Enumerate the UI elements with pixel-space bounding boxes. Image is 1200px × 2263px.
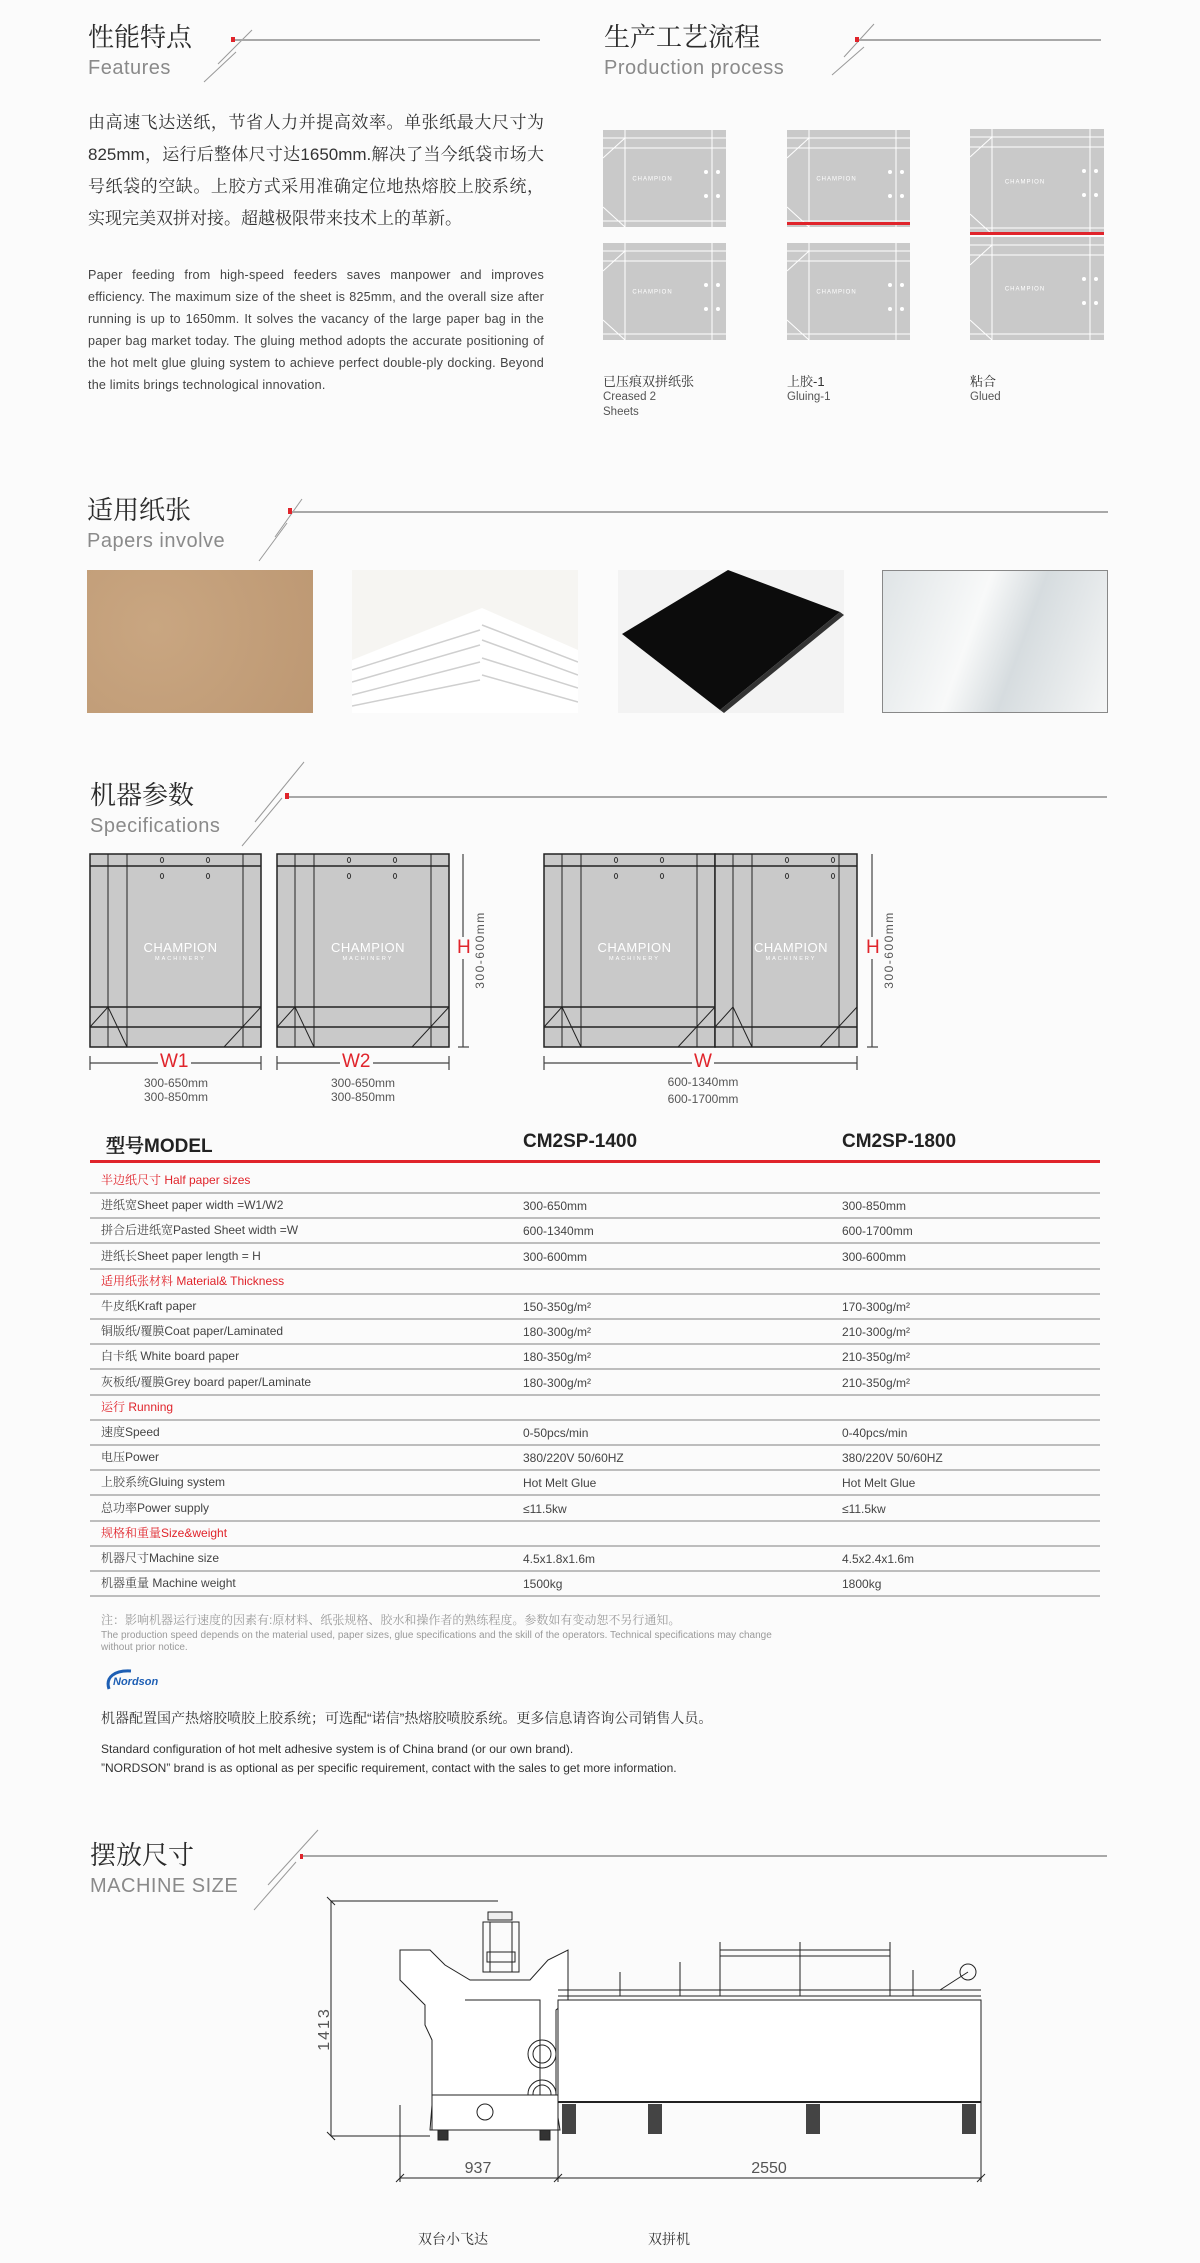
punch-hole [888, 283, 892, 287]
table-section-row [90, 1268, 1100, 1295]
process-sheet [970, 129, 1104, 234]
punch-hole [716, 170, 720, 174]
sheet-brand: CHAMPION [1004, 179, 1046, 186]
papers-header [87, 495, 1187, 565]
row-value: 1800kg [842, 1577, 882, 1592]
section-title: 运行 Running [101, 1399, 174, 1414]
bag-panel [90, 854, 261, 1047]
panel-brand: CHAMPION [753, 940, 829, 955]
process-sheet [970, 237, 1104, 340]
w-range-1400: 600-1340mm [667, 1075, 739, 1089]
row-value: ≤11.5kw [523, 1501, 567, 1516]
row-value: 600-1700mm [842, 1224, 913, 1239]
feeder-length-dimension: 937 [464, 2160, 492, 2177]
row-value: 600-1340mm [523, 1224, 594, 1239]
row-value: 300-650mm [523, 1199, 588, 1214]
panel-brand-sub: MACHINERY [765, 956, 817, 962]
punch-hole [1082, 193, 1086, 197]
note-cn: 注：影响机器运行速度的因素有:原材料、纸张规格、胶水和操作者的熟练程度。参数如有变动恕不另行通知。 [101, 1613, 681, 1627]
panel-brand-sub: MACHINERY [609, 956, 660, 962]
row-value: 210-350g/m² [842, 1350, 911, 1365]
panel-brand: CHAMPION [143, 940, 218, 955]
paper-stack-illustration [352, 570, 578, 713]
table-section-row [90, 1520, 1100, 1547]
table-row [90, 1444, 1100, 1471]
step-label-cn: 已压痕双拼纸张 [603, 374, 695, 389]
config-en-1: Standard configuration of hot melt adhesive system is of China brand (or our own brand). [101, 1742, 574, 1756]
features-title-en: Features [88, 57, 171, 79]
punch-hole [704, 307, 708, 311]
panel-brand: CHAMPION [597, 940, 672, 955]
punch-hole [888, 307, 892, 311]
bag-panel [544, 854, 715, 1047]
row-label: 机器重量 Machine weight [101, 1576, 236, 1591]
w2-range-1800: 300-850mm [330, 1090, 396, 1104]
machine-size-title-en: MACHINE SIZE [90, 1875, 239, 1897]
table-row [90, 1243, 1100, 1270]
h-label: H [866, 937, 880, 958]
height-dimension: 1413 [316, 2007, 333, 2051]
punch-hole [1094, 301, 1098, 305]
process-sheet [787, 243, 910, 340]
row-value: 300-850mm [842, 1199, 907, 1214]
row-value: 170-300g/m² [842, 1300, 911, 1314]
punch-hole [704, 170, 708, 174]
table-header-model: 型号MODEL [106, 1136, 213, 1157]
process-sheet [603, 130, 726, 227]
table-row [90, 1318, 1100, 1345]
row-label: 速度Speed [101, 1425, 160, 1439]
row-value: 0-50pcs/min [523, 1426, 589, 1440]
section-title: 规格和重量Size&weight [101, 1525, 228, 1540]
h-range-label: 300-600mm [473, 911, 487, 989]
bag-panel [715, 854, 857, 1047]
features-title-cn: 性能特点 [88, 22, 193, 52]
row-label: 灰板纸/覆膜Grey board paper/Laminate [101, 1374, 312, 1389]
row-value: Hot Melt Glue [523, 1476, 597, 1491]
section-title: 适用纸张材料 Material& Thickness [101, 1273, 285, 1288]
punch-hole [1094, 169, 1098, 173]
row-value: 180-300g/m² [523, 1375, 592, 1390]
nordson-logo [101, 1667, 161, 1691]
w-label: W [694, 1051, 712, 1072]
row-value: 4.5x2.4x1.6m [842, 1552, 915, 1566]
config-en-2: ”NORDSON” brand is as optional as per specific requirement, contact with the sales to get more information. [101, 1761, 677, 1775]
kraft-paper-image [87, 570, 313, 713]
process-header [604, 22, 1200, 92]
w1-range-1400: 300-650mm [143, 1076, 209, 1090]
sheet-brand: CHAMPION [1004, 286, 1046, 293]
papers-title-cn: 适用纸张 [87, 495, 192, 525]
row-label: 机器尺寸Machine size [101, 1551, 220, 1565]
panel-brand-sub: MACHINERY [155, 956, 206, 962]
panel-brand: CHAMPION [330, 940, 406, 955]
sheet-brand: CHAMPION [632, 176, 673, 183]
process-title-cn: 生产工艺流程 [604, 22, 761, 52]
table-row [90, 1217, 1100, 1244]
row-label: 白卡纸 White board paper [101, 1349, 240, 1364]
w1-range-1800: 300-850mm [143, 1090, 209, 1104]
punch-hole [900, 283, 904, 287]
machine-size-title-cn: 摆放尺寸 [90, 1840, 195, 1870]
note-en-1: The production speed depends on the material used, paper sizes, glue specifications and the skill of the operators. Technical specifications may change [101, 1630, 772, 1641]
table-header-rule [90, 1160, 1100, 1163]
table-row [90, 1469, 1100, 1496]
main-length-dimension: 2550 [751, 2160, 787, 2177]
coated-paper-image [882, 570, 1108, 713]
row-value: 380/220V 50/60HZ [842, 1451, 943, 1466]
panel-brand-sub: MACHINERY [342, 956, 394, 962]
table-row [90, 1570, 1100, 1597]
row-value: 4.5x1.8x1.6m [523, 1552, 596, 1566]
row-label: 电压Power [101, 1450, 160, 1465]
row-label: 拼合后进纸宽Pasted Sheet width =W [101, 1223, 299, 1238]
section-title: 半边纸尺寸 Half paper sizes [101, 1173, 251, 1187]
feeder-label: 双台小飞达 [418, 2231, 488, 2247]
process-sheet [787, 130, 910, 227]
table-row [90, 1419, 1100, 1446]
punch-hole [1082, 301, 1086, 305]
step-label-en: Glued [970, 391, 1001, 403]
w1-range [126, 1076, 226, 1104]
sheet-brand: CHAMPION [816, 289, 857, 296]
header-divider-line [88, 22, 548, 92]
table-row [90, 1545, 1100, 1572]
punch-hole [888, 170, 892, 174]
punch-hole [900, 307, 904, 311]
glue-line [787, 222, 910, 225]
punch-hole [704, 283, 708, 287]
table-section-row [90, 1394, 1100, 1421]
w1-label: W1 [160, 1051, 189, 1072]
step-label-gluing [787, 374, 830, 405]
punch-hole [900, 194, 904, 198]
papers-title-en: Papers involve [87, 530, 226, 552]
step-label-creased [603, 374, 694, 420]
row-value: 1500kg [523, 1577, 563, 1592]
w2-label: W2 [342, 1051, 371, 1072]
process-diagram [600, 125, 1110, 350]
table-row [90, 1293, 1100, 1320]
nordson-logo-text: Nordson [113, 1676, 159, 1688]
row-label: 上胶系统Gluing system [101, 1475, 226, 1490]
sheet-brand: CHAMPION [816, 176, 857, 183]
machine-feet [562, 2104, 976, 2134]
w-range-1800: 600-1700mm [667, 1092, 739, 1106]
table-row [90, 1369, 1100, 1396]
header-divider-line [604, 22, 1104, 92]
specs-title-cn: 机器参数 [90, 780, 195, 810]
step-label-glued [970, 374, 1001, 405]
specs-title-en: Specifications [90, 815, 221, 837]
row-value: ≤11.5kw [842, 1501, 886, 1516]
table-row [90, 1495, 1100, 1522]
table-row [90, 1192, 1100, 1219]
table-header-cm2sp-1400: CM2SP-1400 [523, 1131, 638, 1152]
black-board-illustration [618, 570, 844, 713]
step-label-en: Creased 2 Sheets [603, 391, 657, 418]
row-value: 180-350g/m² [523, 1350, 592, 1365]
punch-hole [1094, 193, 1098, 197]
h-range-label: 300-600mm [882, 911, 896, 989]
w2-range [313, 1076, 413, 1104]
note-en-2: without prior notice. [101, 1642, 188, 1653]
sheet-brand: CHAMPION [632, 289, 673, 296]
process-sheet [603, 243, 726, 340]
row-label: 进纸长Sheet paper length = H [101, 1248, 261, 1263]
punch-hole [716, 283, 720, 287]
row-value: 210-300g/m² [842, 1325, 911, 1340]
table-row [90, 1343, 1100, 1370]
glue-line [970, 232, 1104, 235]
table-section-row [90, 1167, 1100, 1194]
black-board-image [618, 570, 844, 713]
row-value: 300-600mm [842, 1249, 907, 1264]
bag-panel [277, 854, 449, 1047]
row-label: 铜版纸/覆膜Coat paper/Laminated [101, 1324, 284, 1339]
step-label-en: Gluing-1 [787, 391, 831, 403]
row-label: 牛皮纸Kraft paper [101, 1299, 197, 1313]
punch-hole [716, 307, 720, 311]
header-divider-line [87, 495, 1117, 565]
row-value: 210-350g/m² [842, 1375, 911, 1390]
process-title-en: Production process [604, 57, 785, 79]
row-value: 380/220V 50/60HZ [523, 1451, 624, 1466]
w-range [653, 1074, 753, 1108]
punch-hole [704, 194, 708, 198]
step-label-cn: 上胶-1 [787, 374, 825, 389]
features-text-cn: 由高速飞达送纸，节省人力并提高效率。单张纸最大尺寸为825mm，运行后整体尺寸达1650mm.解决了当今纸袋市场大号纸袋的空缺。上胶方式采用准确定位地热熔胶上胶系统，实现完美双拼对接。超越极限带来技术上的革新。 [88, 113, 544, 228]
machine-drawing [0, 1890, 1200, 2200]
row-label: 总功率Power supply [101, 1500, 210, 1515]
table-header-cm2sp-1800: CM2SP-1800 [842, 1131, 957, 1152]
punch-hole [1094, 277, 1098, 281]
row-label: 进纸宽Sheet paper width =W1/W2 [101, 1198, 284, 1213]
step-label-cn: 粘合 [970, 374, 997, 389]
bag-size-diagram [0, 840, 1200, 1080]
punch-hole [716, 194, 720, 198]
row-value: 0-40pcs/min [842, 1426, 908, 1440]
row-value: 150-350g/m² [523, 1300, 592, 1314]
row-value: 180-300g/m² [523, 1325, 592, 1340]
punch-hole [1082, 169, 1086, 173]
punch-hole [1082, 277, 1086, 281]
punch-hole [900, 170, 904, 174]
punch-hole [888, 194, 892, 198]
w2-range-1400: 300-650mm [330, 1076, 396, 1090]
row-value: Hot Melt Glue [842, 1476, 916, 1491]
main-machine-label: 双拼机 [648, 2231, 690, 2247]
features-text-en: Paper feeding from high-speed feeders saves manpower and improves efficiency. The maximum size of the sheet is 825mm, and the overall size after running is up to 1650mm. It solves the vacancy of the large paper bag in the paper bag market today. The gluing method adopts the accurate positioning of the hot melt glue gluing system to achieve perfect double-ply docking. Beyond the limits brings technological innovation. [88, 268, 544, 392]
config-cn: 机器配置国产热熔胶喷胶上胶系统；可选配“诺信”热熔胶喷胶系统。更多信息请咨询公司销售人员。 [101, 1710, 713, 1726]
white-paper-image [352, 570, 578, 713]
row-value: 300-600mm [523, 1249, 588, 1264]
h-label: H [457, 937, 471, 958]
